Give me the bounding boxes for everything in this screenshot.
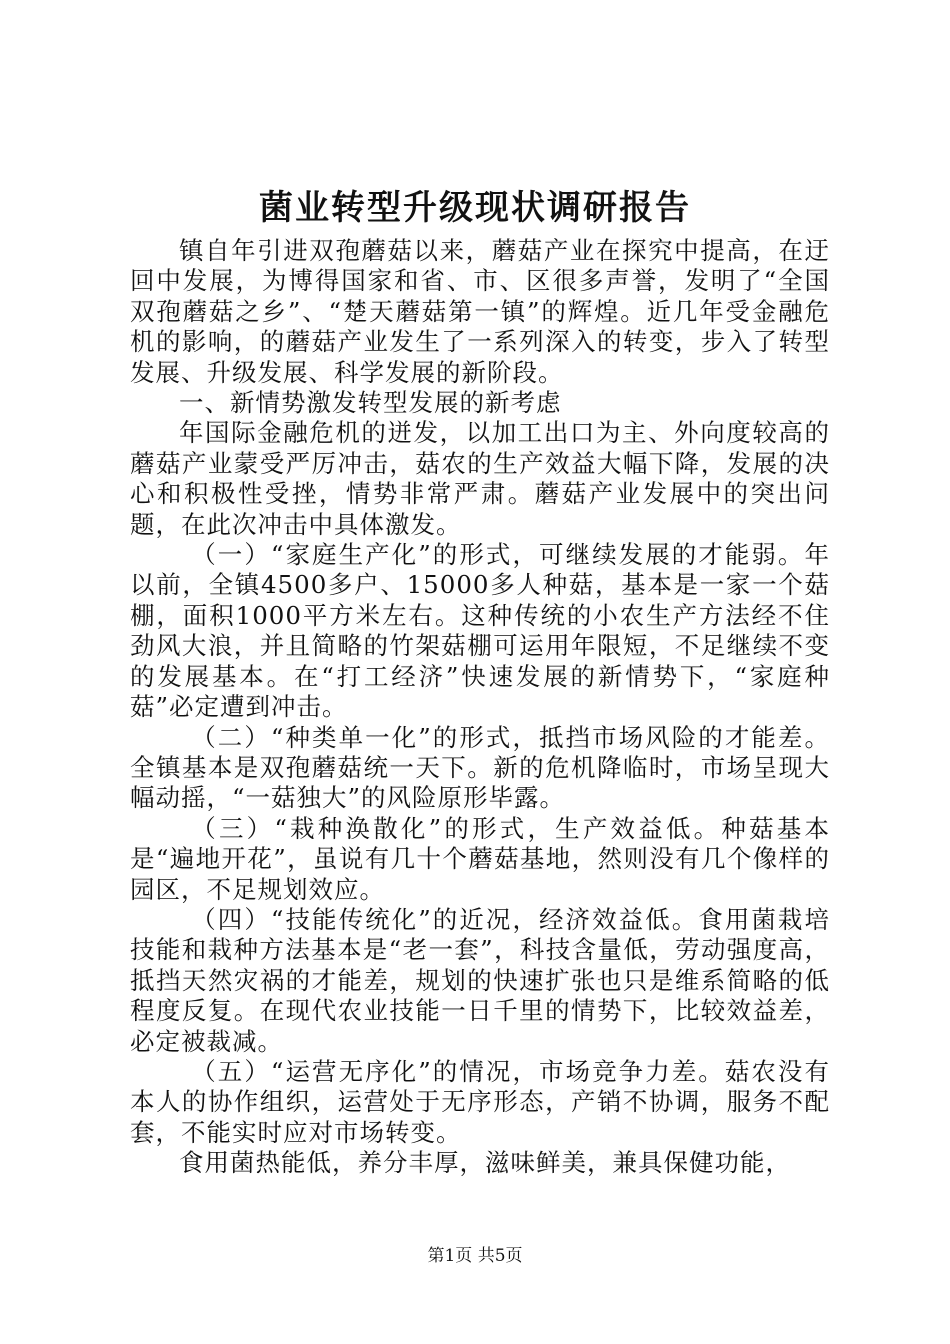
document-body: [130, 236, 830, 1179]
paragraph-item-4: （四）“技能传统化”的近况，经济效益低。食用菌栽培技能和栽种方法基本是“老一套”，科技含量低，劳动强度高，抵挡天然灾祸的才能差，规划的快速扩张也只是维系简略的低程度反复。在现代农业技能一日千里的情势下，比较效益差，必定被裁减。: [130, 904, 830, 1056]
paragraph-item-2: （二）“种类单一化”的形式，抵挡市场风险的才能差。全镇基本是双孢蘑菇统一天下。新的危机降临时，市场呈现大幅动摇，“一菇独大”的风险原形毕露。: [130, 722, 830, 813]
paragraph-intro: 镇自年引进双孢蘑菇以来，蘑菇产业在探究中提高，在迂回中发展，为博得国家和省、市、区很多声誉，发明了“全国双孢蘑菇之乡”、“楚天蘑菇第一镇”的辉煌。近几年受金融危机的影响，的蘑菇产业发生了一系列深入的转变，步入了转型发展、升级发展、科学发展的新阶段。: [130, 236, 830, 387]
paragraph-item-1: （一）“家庭生产化”的形式，可继续发展的才能弱。年以前，全镇4500多户、15000多人种菇，基本是一家一个菇棚，面积1000平方米左右。这种传统的小农生产方法经不住劲风大浪，并且简略的竹架菇棚可运用年限短，不足继续不变的发展基本。在“打工经济”快速发展的新情势下，“家庭种菇”必定遭到冲击。: [130, 540, 830, 722]
page-number: 第1页 共5页: [427, 1246, 523, 1266]
paragraph-crisis: 年国际金融危机的迸发，以加工出口为主、外向度较高的蘑菇产业蒙受严厉冲击，菇农的生产效益大幅下降，发展的决心和积极性受挫，情势非常严肃。蘑菇产业发展中的突出问题，在此次冲击中具体激发。: [130, 418, 830, 539]
paragraph-fungi: 食用菌热能低，养分丰厚，滋味鲜美，兼具保健功能，: [179, 1148, 791, 1178]
paragraph-item-5: （五）“运营无序化”的情况，市场竞争力差。菇农没有本人的协作组织，运营处于无序形态，产销不协调，服务不配套，不能实时应对市场转变。: [130, 1056, 830, 1147]
section-heading-1: 一、新情势激发转型发展的新考虑: [179, 388, 562, 418]
document-title: 菌业转型升级现状调研报告: [259, 188, 691, 228]
paragraph-item-3: （三）“栽种涣散化”的形式，生产效益低。种菇基本是“遍地开花”，虽说有几十个蘑菇基地，然则没有几个像样的园区，不足规划效应。: [130, 813, 830, 904]
